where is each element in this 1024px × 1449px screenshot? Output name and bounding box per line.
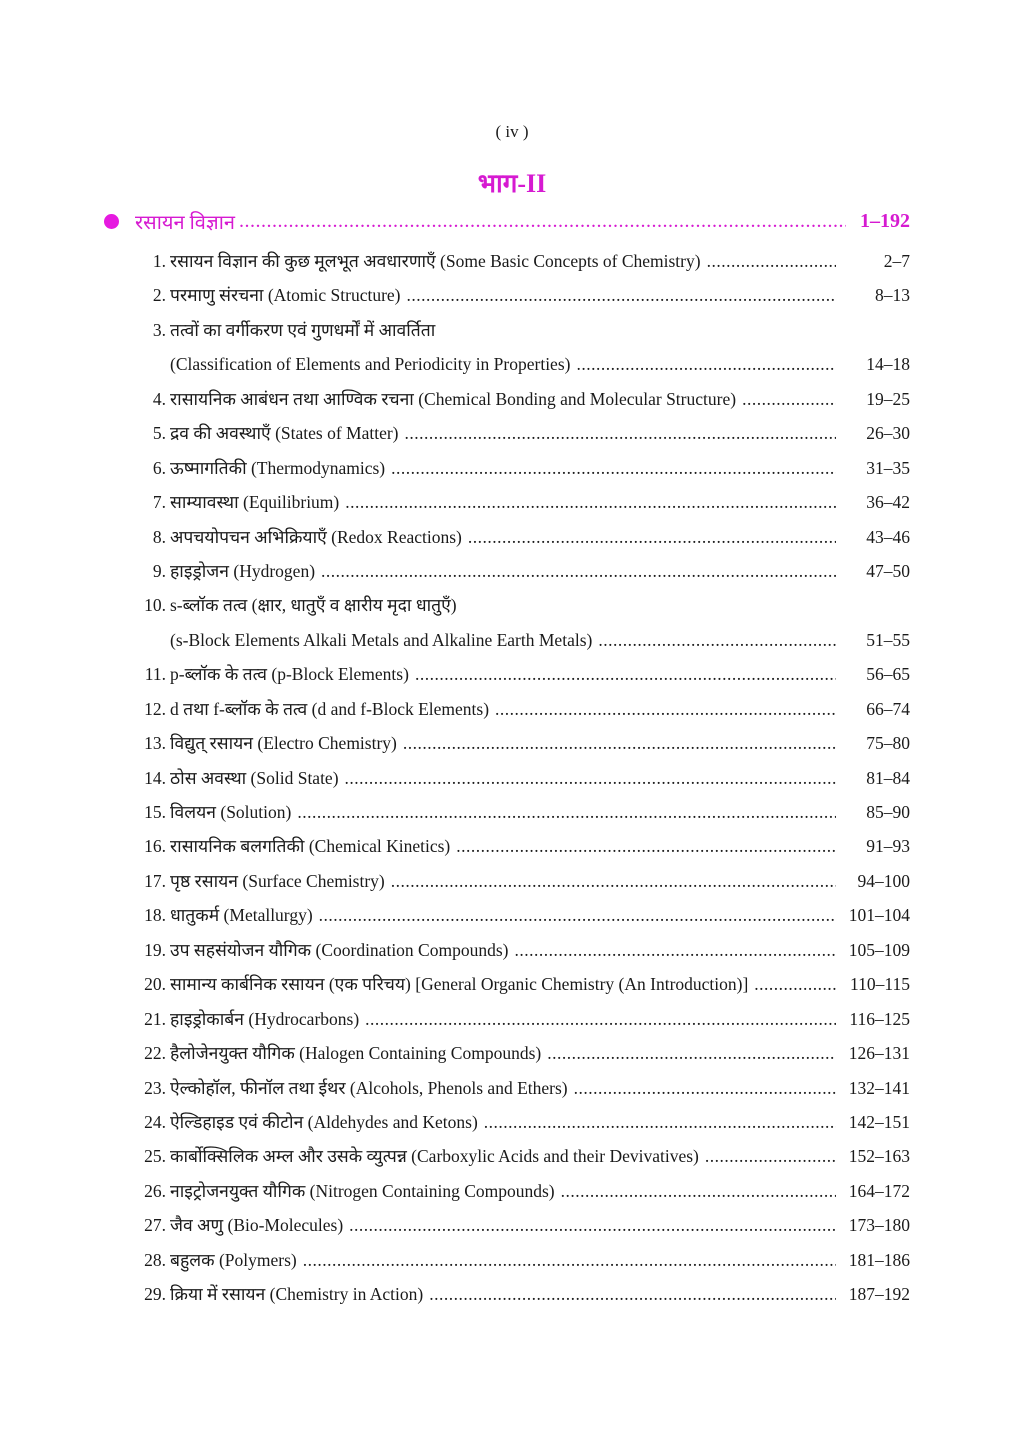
part-title: भाग-II [477,169,547,198]
entry-title: धातुकर्म (Metallurgy) [170,905,313,926]
section-pages: 1–192 [860,209,910,232]
dot-leader [574,1071,836,1105]
dot-leader [391,864,836,898]
entry-pages: 91–93 [866,836,910,857]
toc-entry [130,692,910,726]
entry-number: 24. [144,1111,166,1132]
entry-pages: 47–50 [866,560,910,581]
toc-entry [130,1139,910,1173]
entry-pages: 36–42 [866,492,910,513]
dot-leader [576,347,836,381]
entry-title: कार्बोक्सिलिक अम्ल और उसके व्युत्पन्न (Carboxylic Acids and their Devivatives) [170,1146,699,1167]
entry-pages: 152–163 [848,1146,910,1167]
entry-number: 20. [144,974,166,995]
entry-number: 18. [144,905,166,926]
entry-number: 8. [152,526,166,547]
entry-number: 27. [144,1215,166,1236]
toc-entry [130,657,910,691]
entry-number: 22. [144,1043,166,1064]
dot-leader [407,278,836,312]
dot-leader [429,1277,836,1311]
toc-entry [130,1208,910,1242]
toc-entry [130,1105,910,1139]
entry-number: 10. [144,595,166,616]
entry-pages: 8–13 [875,285,910,306]
dot-leader [403,726,836,760]
dot-leader [514,933,836,967]
toc-entry [130,520,910,554]
entry-title: सामान्य कार्बनिक रसायन (एक परिचय) [General Organic Chemistry (An Introduction)] [170,974,749,995]
page-number: ( iv ) [495,122,529,141]
dot-leader [391,451,836,485]
toc-entry [130,554,910,588]
toc-entry [130,313,910,382]
entry-pages: 164–172 [848,1180,910,1201]
entry-pages: 2–7 [883,251,910,271]
dot-leader [456,829,836,863]
entry-title: विलयन (Solution) [170,802,292,823]
entry-pages: 116–125 [849,1008,910,1029]
dot-leader [365,1002,836,1036]
entry-number: 3. [152,319,166,340]
entry-title: ऐल्डिहाइड एवं कीटोन (Aldehydes and Ketons) [170,1111,478,1132]
entry-number: 28. [144,1249,166,1270]
section-title: रसायन विज्ञान [135,211,235,234]
entry-title: पृष्ठ रसायन (Surface Chemistry) [170,870,385,891]
entry-title: साम्यावस्था (Equilibrium) [170,492,340,513]
toc-entry [130,761,910,795]
entry-pages: 43–46 [866,526,910,547]
entry-title: विद्युत् रसायन (Electro Chemistry) [170,733,397,754]
entry-number: 15. [144,802,166,823]
entry-title: ठोस अवस्था (Solid State) [170,767,339,788]
dot-leader [754,967,836,1001]
toc-entry [130,898,910,932]
entry-title: अपचयोपचन अभिक्रियाएँ (Redox Reactions) [170,526,462,547]
entry-pages: 142–151 [848,1111,910,1132]
entry-number: 16. [144,836,166,857]
toc-entry [130,485,910,519]
toc-entry [130,244,910,278]
entry-number: 4. [152,388,166,409]
entry-number: 23. [144,1077,166,1098]
entry-number: 5. [152,423,166,444]
entry-number: 14. [144,767,166,788]
entry-title: द्रव की अवस्थाएँ (States of Matter) [170,423,399,444]
dot-leader [345,761,836,795]
entry-title: हाइड्रोकार्बन (Hydrocarbons) [170,1008,360,1029]
toc-entry [130,1174,910,1208]
toc-entry [130,933,910,967]
toc-entry [130,1036,910,1070]
entry-number: 6. [152,457,166,478]
dot-leader [468,520,836,554]
entry-title: परमाणु संरचना (Atomic Structure) [170,285,401,306]
dot-leader [319,898,836,932]
entry-number: 21. [144,1008,166,1029]
entry-title: ऐल्कोहॉल, फीनॉल तथा ईथर (Alcohols, Phenols and Ethers) [170,1077,568,1098]
dot-leader [742,382,836,416]
entry-pages: 56–65 [866,664,910,685]
entry-pages: 14–18 [866,354,910,375]
entry-title: हैलोजेनयुक्त यौगिक (Halogen Containing Compounds) [170,1043,542,1064]
dot-leader [705,1139,836,1173]
toc-entry [130,588,910,657]
dot-leader [598,623,836,657]
toc-entry [130,382,910,416]
entry-title: d तथा f-ब्लॉक के तत्व (d and f-Block Elements) [170,698,490,719]
entry-title: उप सहसंयोजन यौगिक (Coordination Compounds) [170,939,509,960]
entry-pages: 94–100 [857,870,910,891]
entry-title: क्रिया में रसायन (Chemistry in Action) [170,1284,424,1305]
entry-number: 19. [144,939,166,960]
entry-title: रासायनिक बलगतिकी (Chemical Kinetics) [170,836,451,857]
section-heading [104,206,910,236]
entry-number: 29. [144,1284,166,1305]
entry-pages: 26–30 [866,423,910,444]
entry-pages: 110–115 [850,974,910,995]
dot-leader [239,210,846,233]
entry-pages: 85–90 [866,802,910,823]
entry-pages: 81–84 [866,767,910,788]
dot-leader [345,485,836,519]
dot-leader [349,1208,836,1242]
entry-pages: 187–192 [848,1284,910,1305]
entry-number: 12. [144,698,166,719]
entry-title-hindi: s-ब्लॉक तत्व (क्षार, धातुएँ व क्षारीय मृदा धातुएँ) [170,595,457,616]
dot-leader [297,795,836,829]
toc-entry [130,1243,910,1277]
entry-title: ऊष्मागतिकी (Thermodynamics) [170,457,386,478]
entry-number: 13. [144,733,166,754]
entry-title: (s-Block Elements Alkali Metals and Alkaline Earth Metals) [170,629,593,650]
dot-leader [707,244,836,278]
entry-number: 11. [144,664,166,685]
entry-title: जैव अणु (Bio-Molecules) [170,1215,344,1236]
toc-entry [130,1002,910,1036]
toc-entry [130,864,910,898]
toc-entry [130,967,910,1001]
entry-pages: 51–55 [866,629,910,650]
toc-entry [130,795,910,829]
toc-list [130,244,910,1312]
entry-pages: 173–180 [848,1215,910,1236]
entry-pages: 132–141 [848,1077,910,1098]
entry-title: हाइड्रोजन (Hydrogen) [170,560,316,581]
dot-leader [405,416,836,450]
entry-title: p-ब्लॉक के तत्व (p-Block Elements) [170,664,409,685]
entry-title-hindi: तत्वों का वर्गीकरण एवं गुणधर्मों में आवर्तिता [170,319,436,340]
toc-entry [130,416,910,450]
entry-number: 17. [144,870,166,891]
dot-leader [561,1174,836,1208]
dot-leader [495,692,836,726]
entry-title: रासायनिक आबंधन तथा आण्विक रचना (Chemical Bonding and Molecular Structure) [170,388,737,409]
entry-number: 1. [152,251,166,271]
bullet-icon [104,214,119,229]
toc-entry [130,1277,910,1311]
dot-leader [484,1105,836,1139]
entry-number: 9. [152,560,166,581]
entry-title: बहुलक (Polymers) [170,1249,297,1270]
toc-entry [130,726,910,760]
toc-entry [130,278,910,312]
dot-leader [547,1036,836,1070]
entry-pages: 31–35 [866,457,910,478]
entry-pages: 19–25 [866,388,910,409]
entry-pages: 75–80 [866,733,910,754]
dot-leader [321,554,836,588]
entry-title: नाइट्रोजनयुक्त यौगिक (Nitrogen Containing Compounds) [170,1180,555,1201]
toc-entry [130,1071,910,1105]
entry-pages: 181–186 [848,1249,910,1270]
entry-pages: 66–74 [866,698,910,719]
entry-pages: 105–109 [848,939,910,960]
entry-pages: 126–131 [848,1043,910,1064]
entry-title: (Classification of Elements and Periodicity in Properties) [170,354,571,375]
dot-leader [415,657,836,691]
entry-pages: 101–104 [848,905,910,926]
toc-entry [130,451,910,485]
entry-title: रसायन विज्ञान की कुछ मूलभूत अवधारणाएँ (Some Basic Concepts of Chemistry) [170,251,701,271]
entry-number: 25. [144,1146,166,1167]
dot-leader [303,1243,836,1277]
entry-number: 7. [152,492,166,513]
toc-entry [130,829,910,863]
entry-number: 26. [144,1180,166,1201]
entry-number: 2. [152,285,166,306]
